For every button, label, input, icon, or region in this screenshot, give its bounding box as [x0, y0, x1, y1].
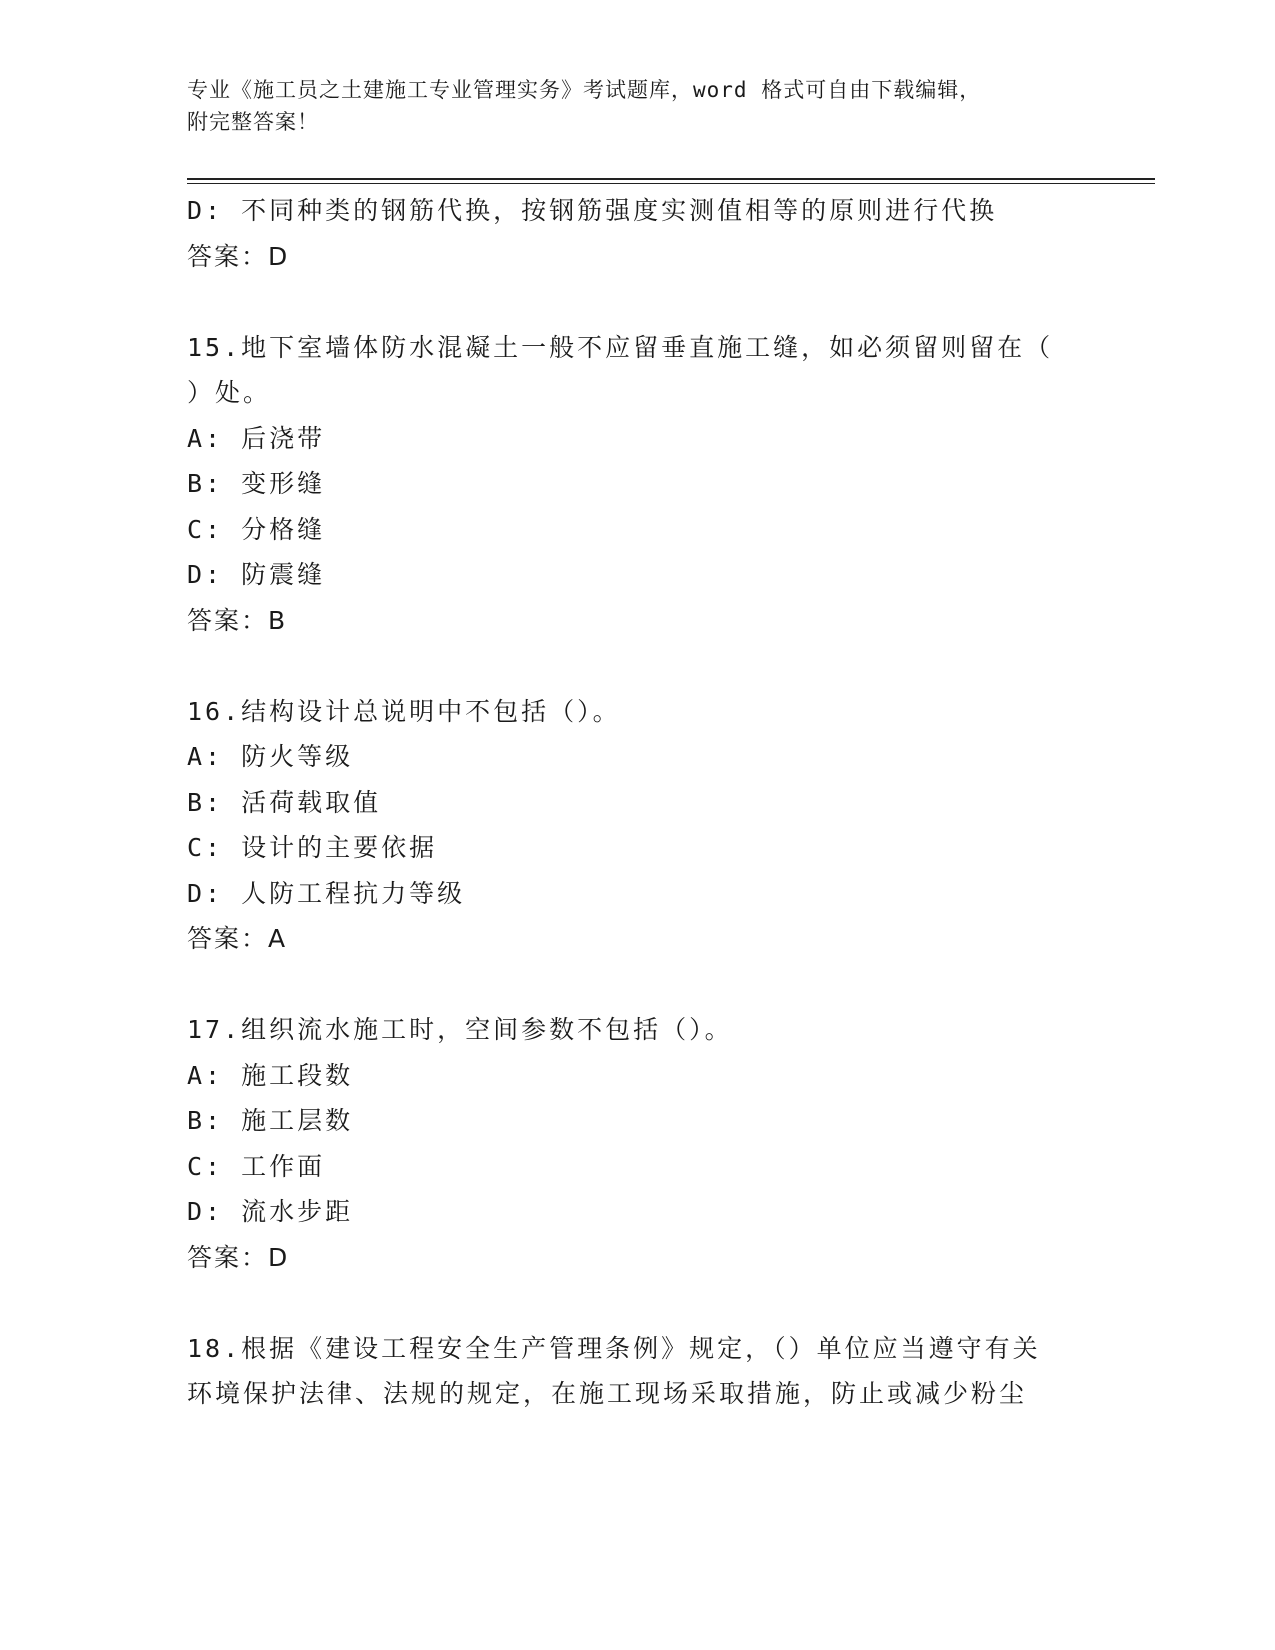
document-header	[187, 74, 1087, 138]
answer: 答案：B	[187, 605, 288, 635]
question-18	[187, 1326, 1077, 1417]
option-b: B: 施工层数	[187, 1106, 354, 1135]
question-15	[187, 325, 1077, 644]
option-a: A: 施工段数	[187, 1060, 354, 1090]
question-stem: 17.组织流水施工时，空间参数不包括（）。	[187, 1015, 733, 1044]
answer: 答案：D	[187, 1242, 290, 1272]
option-b: B: 变形缝	[187, 469, 326, 498]
question-16	[187, 689, 1077, 962]
header-divider-thick	[187, 178, 1155, 180]
question-stem-line-1: 18.根据《建设工程安全生产管理条例》规定，（）单位应当遵守有关	[187, 1333, 1041, 1363]
question-17	[187, 1007, 1077, 1280]
option-a: A: 后浇带	[187, 423, 326, 453]
question-stem-line-1: 15.地下室墙体防水混凝土一般不应留垂直施工缝，如必须留则留在（	[187, 332, 1054, 362]
option-c: C: 设计的主要依据	[187, 833, 438, 862]
spacer	[187, 643, 1077, 689]
answer: 答案：A	[187, 924, 288, 953]
option-c: C: 分格缝	[187, 514, 326, 544]
header-divider-thin	[187, 183, 1155, 184]
spacer	[187, 962, 1077, 1008]
option-a: A: 防火等级	[187, 742, 354, 771]
spacer	[187, 279, 1077, 325]
question-stem-line-2: ）处。	[187, 378, 272, 407]
option-d: D: 人防工程抗力等级	[187, 878, 466, 908]
question-stem: 16.结构设计总说明中不包括（）。	[187, 696, 621, 726]
question-14-tail	[187, 188, 1077, 279]
option-c: C: 工作面	[187, 1151, 326, 1181]
option-d: D: 流水步距	[187, 1197, 354, 1226]
spacer	[187, 1280, 1077, 1326]
option-d: D: 不同种类的钢筋代换，按钢筋强度实测值相等的原则进行代换	[187, 196, 998, 225]
option-d: D: 防震缝	[187, 560, 326, 589]
header-line-2: 附完整答案！	[187, 110, 319, 134]
question-stem-line-2: 环境保护法律、法规的规定，在施工现场采取措施，防止或减少粉尘	[187, 1379, 1028, 1408]
answer: 答案：D	[187, 241, 290, 271]
option-b: B: 活荷载取值	[187, 787, 382, 817]
question-list	[187, 188, 1077, 1417]
header-line-1: 专业《施工员之土建施工专业管理实务》考试题库，word 格式可自由下载编辑，	[187, 78, 982, 102]
